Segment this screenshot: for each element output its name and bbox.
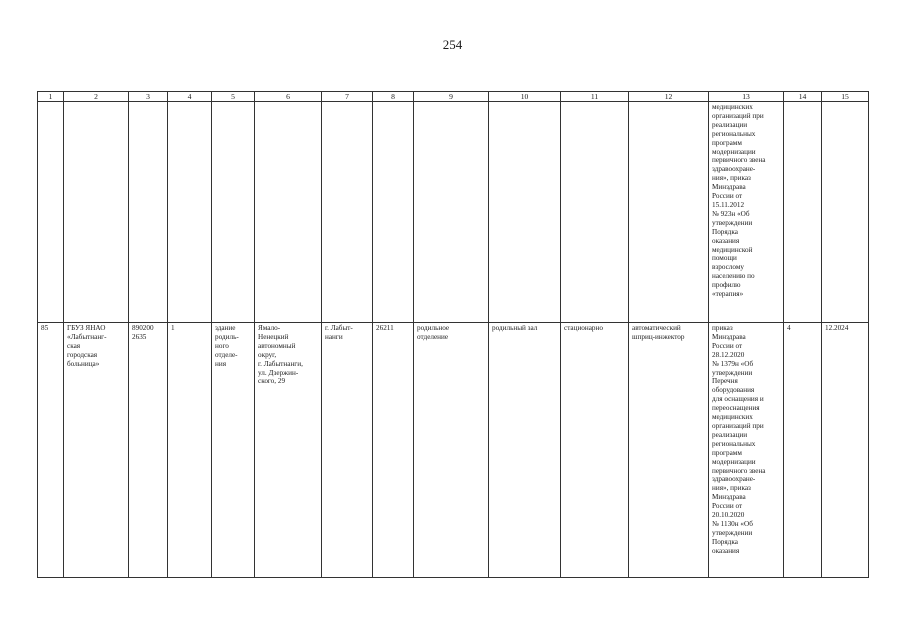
department-name: родильное отделение bbox=[417, 324, 450, 341]
building-cell bbox=[212, 323, 255, 578]
header-cell: 15 bbox=[822, 92, 869, 102]
table-cell bbox=[168, 102, 212, 323]
table-cell bbox=[414, 102, 489, 323]
equipment-name: автоматический шприц-инжектор bbox=[632, 324, 685, 341]
table-cell bbox=[373, 102, 414, 323]
header-cell: 2 bbox=[64, 92, 129, 102]
care-condition: стационарно bbox=[564, 324, 603, 332]
header-cell: 8 bbox=[373, 92, 414, 102]
table-cell bbox=[64, 102, 129, 323]
address-text: Ямало- Ненецкий автономный округ, г. Лабытнанги, ул. Дзержин- ского, 29 bbox=[258, 324, 303, 386]
header-cell: 9 bbox=[414, 92, 489, 102]
organization-name: ГБУЗ ЯНАО «Лабытнанг- ская городская больница» bbox=[67, 324, 107, 368]
table-cell bbox=[322, 102, 373, 323]
city-cell bbox=[322, 323, 373, 578]
header-cell: 3 bbox=[129, 92, 168, 102]
building-name: здание родиль- ного отделе- ния bbox=[215, 324, 239, 368]
room-name: родильный зал bbox=[492, 324, 538, 332]
date-cell bbox=[822, 323, 869, 578]
quantity-cell bbox=[784, 323, 822, 578]
count-value: 1 bbox=[171, 324, 175, 332]
header-cell: 13 bbox=[709, 92, 784, 102]
row-number: 85 bbox=[41, 324, 49, 332]
table-cell bbox=[255, 102, 322, 323]
table-cell bbox=[561, 102, 629, 323]
table-row-continuation bbox=[38, 102, 869, 323]
table-cell bbox=[709, 102, 784, 323]
equipment-cell bbox=[629, 323, 709, 578]
header-cell: 10 bbox=[489, 92, 561, 102]
count-cell bbox=[168, 323, 212, 578]
code-cell bbox=[373, 323, 414, 578]
table-cell bbox=[629, 102, 709, 323]
table-cell bbox=[822, 102, 869, 323]
quantity-value: 4 bbox=[787, 324, 791, 332]
table-header-row bbox=[38, 92, 869, 102]
page-number: 254 bbox=[442, 37, 463, 52]
table-cell bbox=[212, 102, 255, 323]
legal-basis-text: приказ Минздрава России от 28.12.2020 № 1379н «Об утверждении Перечня оборудования для оснащения и переоснащения медицинских организаций при реализации региональных программ модернизации первичного звена здравоохране- ния», приказ Минздрава России от 20.10.2020 № 1130н «Об утверждении Порядка оказания bbox=[712, 324, 766, 555]
table-cell bbox=[38, 102, 64, 323]
header-cell: 7 bbox=[322, 92, 373, 102]
city-name: г. Лабыт- нанги bbox=[325, 324, 353, 341]
header-cell: 14 bbox=[784, 92, 822, 102]
header-cell: 11 bbox=[561, 92, 629, 102]
register-table bbox=[37, 91, 869, 578]
header-cell: 4 bbox=[168, 92, 212, 102]
inn-value: 890200 2635 bbox=[132, 324, 154, 341]
table-cell bbox=[129, 102, 168, 323]
inn-cell bbox=[129, 323, 168, 578]
table-cell bbox=[489, 102, 561, 323]
room-cell bbox=[489, 323, 561, 578]
code-value: 26211 bbox=[376, 324, 394, 332]
header-cell: 1 bbox=[38, 92, 64, 102]
row-number-cell bbox=[38, 323, 64, 578]
table-cell bbox=[784, 102, 822, 323]
header-cell: 5 bbox=[212, 92, 255, 102]
header-cell: 12 bbox=[629, 92, 709, 102]
header-cell: 6 bbox=[255, 92, 322, 102]
table-row bbox=[38, 323, 869, 578]
date-value: 12.2024 bbox=[825, 324, 849, 332]
care-condition-cell bbox=[561, 323, 629, 578]
address-cell bbox=[255, 323, 322, 578]
legal-basis-text: медицинских организаций при реализации региональных программ модернизации первичного звена здравоохране- ния», приказ Минздрава России от 15.11.2012 № 923н «Об утверждении Порядка оказания медицинской помощи взрослому населению по профилю «терапия» bbox=[712, 103, 766, 299]
legal-basis-cell bbox=[709, 323, 784, 578]
department-cell bbox=[414, 323, 489, 578]
organization-cell bbox=[64, 323, 129, 578]
